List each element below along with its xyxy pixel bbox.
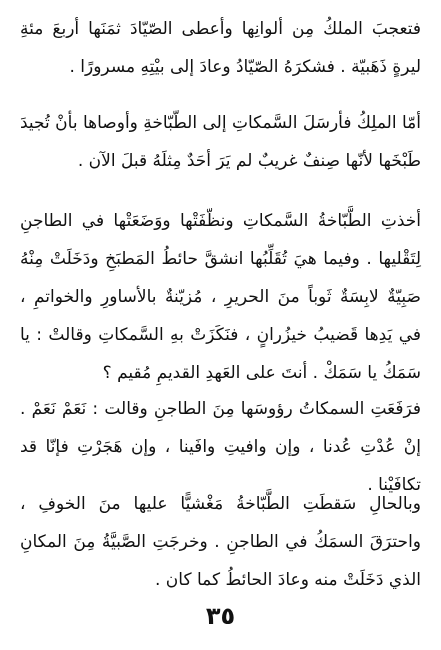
paragraph-4: فرَفَعَتِ السمكاتُ رؤوسَها مِنَ الطاجنِ وقالت : نَعَمْ نَعَمْ . إنْ عُدْتِ عُدنا ، وإن وافيتِ وافَينا ، وإن هَجَرْتِ فإنّا قد تكافَيْنا . (20, 399, 421, 495)
paragraph-5: وبالحالِ سَقطَتِ الطَّبّاخةُ مَغْشيًّا عليها منَ الخوفِ ، واحترَقَ السمَكُ في الطاجنِ . وخرجَتِ الصَّبيَّةُ مِنَ المكانِ الذي دَخَلَتْ منه وعادَ الحائطُ كما كان . (20, 494, 421, 590)
paragraph-3: أخذتِ الطَّبّاخةُ السَّمكاتِ ونظّفَتْها ووَضَعَتْها في الطاجنِ لِتَقْليها . وفيما هيَ تُقَلِّبُها انشقَّ حائطُ المَطبَخِ ودَخَلَتْ مِنْهُ صَبِيّةٌ لابِسَةٌ ثَوباً منَ الحريرِ ، مُزيّنةٌ بالأساورِ والخواتمِ ، في يَدِها قَضيبُ خيزُرانٍ ، فنَكَزَتْ بهِ السَّمكاتِ وقالتْ : يا سَمَكُ يا سَمَكْ . أنتَ على العَهدِ القديمِ مُقيم ؟ (20, 211, 421, 383)
paragraph-1: فتعجبَ الملكُ مِن ألوانِها وأعطى الصّيّادَ ثمَنَها أربعَ مئةِ ليرةٍ ذَهَبيّة . فشكرَهُ الصّيّادُ وعادَ إلى بيْتِهِ مسرورًا . (20, 19, 421, 77)
paragraph-2: أمّا الملِكُ فأرسَلَ السَّمكاتِ إلى الطّبّاخةِ وأوصاها بأنْ تُجيدَ طَبْخَها لأنّها صِنفٌ غريبٌ لم يَرَ أحَدٌ مِثلَهُ قبلَ الآن . (20, 113, 421, 171)
page-number: ٣٥ (205, 602, 236, 630)
